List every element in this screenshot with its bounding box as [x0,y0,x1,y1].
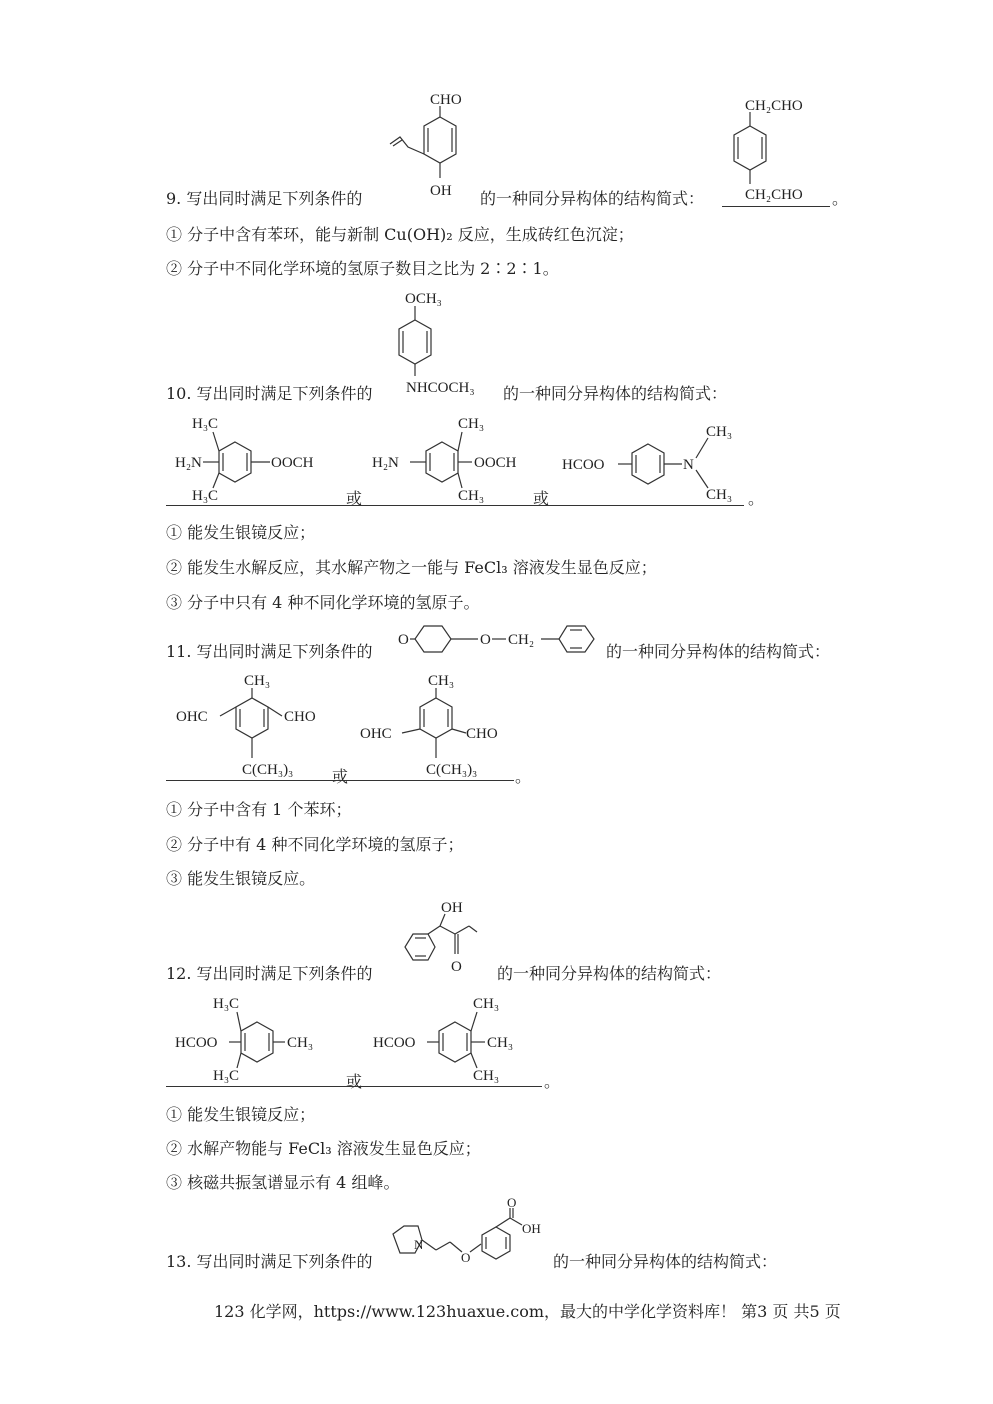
q11-reactant-structure [396,618,606,663]
q9-answer-bottom-label: CH₂CHO [745,187,803,203]
q12-a2-left: HCOO [373,1035,416,1051]
q10-a2-top: CH₃ [458,416,485,432]
q12-a2-bottom: CH₃ [473,1068,500,1084]
q9-stem-suffix: 的一种同分异构体的结构简式： [480,189,705,208]
q9-cho-label: CHO [430,92,462,108]
q11-a1-left: OHC [176,709,208,725]
q11-a2-bottom: C(CH₃)₃ [426,762,478,778]
q11-stem-suffix: 的一种同分异构体的结构简式： [606,642,831,661]
q12-a2-right: CH₃ [487,1035,514,1051]
q10-a1-right: OOCH [271,455,314,471]
q10-reactant-structure [395,288,505,398]
q13-stem-prefix: 13. 写出同时满足下列条件的 [166,1252,373,1271]
q10-och3-label: OCH₃ [405,291,442,307]
q12-stem-prefix: 12. 写出同时满足下列条件的 [166,964,373,983]
q13-n-label: N [414,1237,424,1252]
q9-stem-prefix: 9. 写出同时满足下列条件的 [166,189,363,208]
q11-o1-label: O [398,632,409,648]
q12-a1-top: H₃C [213,996,240,1012]
q11-a2-right: CHO [466,726,498,742]
q11-or: 或 [332,767,349,786]
q9-condition-2: ② 分子中不同化学环境的氢原子数目之比为 2∶2∶1。 [166,259,559,278]
q11-o2-label: O [480,632,491,648]
q12-end: 。 [544,1072,561,1091]
q10-or-2: 或 [533,489,550,508]
q10-a3-bottom: CH₃ [706,487,733,503]
q12-a2-top: CH₃ [473,996,500,1012]
q9-answer-underline [722,206,830,207]
q10-condition-2: ② 能发生水解反应，其水解产物之一能与 FeCl₃ 溶液发生显色反应； [166,558,657,577]
q9-oh-label: OH [430,183,452,199]
q10-a3-n: N [683,457,694,473]
q11-condition-3: ③ 能发生银镜反应。 [166,869,316,888]
q9-end: 。 [832,189,849,208]
q9-answer-top-label: CH₂CHO [745,98,803,114]
q11-end: 。 [515,767,532,786]
q10-a1-top: H₃C [192,416,219,432]
q10-nhcoch3-label: NHCOCH₃ [406,380,475,396]
q11-a2-top: CH₃ [428,673,455,689]
q12-or: 或 [346,1072,363,1091]
q12-answer-2-structure [373,992,543,1087]
q12-a1-bottom: H₃C [213,1068,240,1084]
q11-answer-underline [166,780,514,781]
q12-a1-left: HCOO [175,1035,218,1051]
q13-o-label: O [461,1250,471,1265]
q12-reactant-structure [395,898,495,978]
q11-a1-bottom: C(CH₃)₃ [242,762,294,778]
q10-a1-bottom: H₃C [192,488,219,504]
q10-answer-1-structure [175,412,345,507]
q12-condition-3: ③ 核磁共振氢谱显示有 4 组峰。 [166,1173,400,1192]
q10-answer-underline [166,505,744,506]
q12-stem-suffix: 的一种同分异构体的结构简式： [497,964,722,983]
q12-answer-1-structure [175,992,345,1087]
q10-a2-left: H₂N [372,455,399,471]
q10-a3-top: CH₃ [706,424,733,440]
q10-stem-prefix: 10. 写出同时满足下列条件的 [166,384,373,403]
q9-condition-1: ① 分子中含有苯环，能与新制 Cu(OH)₂ 反应，生成砖红色沉淀； [166,225,634,244]
q11-condition-2: ② 分子中有 4 种不同化学环境的氢原子； [166,835,464,854]
q10-end: 。 [748,489,765,508]
q11-condition-1: ① 分子中含有 1 个苯环； [166,800,352,819]
q12-answer-underline [166,1086,542,1087]
q11-a1-top: CH₃ [244,673,271,689]
q10-condition-1: ① 能发生银镜反应； [166,523,316,542]
q12-condition-2: ② 水解产物能与 FeCl₃ 溶液发生显色反应； [166,1139,481,1158]
q10-answer-2-structure [372,412,542,507]
q10-or-1: 或 [346,489,363,508]
q13-oh-label: OH [522,1221,541,1236]
q13-stem-suffix: 的一种同分异构体的结构简式： [553,1252,778,1271]
q10-a2-bottom: CH₃ [458,488,485,504]
q12-o-label: O [451,959,462,975]
q11-answer-2-structure [360,670,530,780]
q11-answer-1-structure [176,670,346,780]
q12-oh-label: OH [441,900,463,916]
q10-condition-3: ③ 分子中只有 4 种不同化学环境的氢原子。 [166,593,480,612]
q11-a1-right: CHO [284,709,316,725]
q13-reactant-structure [388,1195,558,1278]
q11-stem-prefix: 11. 写出同时满足下列条件的 [166,642,373,661]
q11-ch2-label: CH₂ [508,632,535,648]
q9-answer-structure [725,92,835,202]
q9-reactant-structure [380,92,470,202]
q12-condition-1: ① 能发生银镜反应； [166,1105,316,1124]
q10-a1-left: H₂N [175,455,202,471]
page-footer: 123 化学网，https://www.123huaxue.com，最大的中学化学资料库！ 第3 页 共5 页 [214,1302,841,1321]
q10-a3-left: HCOO [562,457,605,473]
q11-a2-left: OHC [360,726,392,742]
q13-o-top-label: O [507,1195,517,1210]
q10-a2-right: OOCH [474,455,517,471]
q10-stem-suffix: 的一种同分异构体的结构简式： [503,384,728,403]
q10-answer-3-structure [560,418,750,508]
q12-a1-right: CH₃ [287,1035,314,1051]
